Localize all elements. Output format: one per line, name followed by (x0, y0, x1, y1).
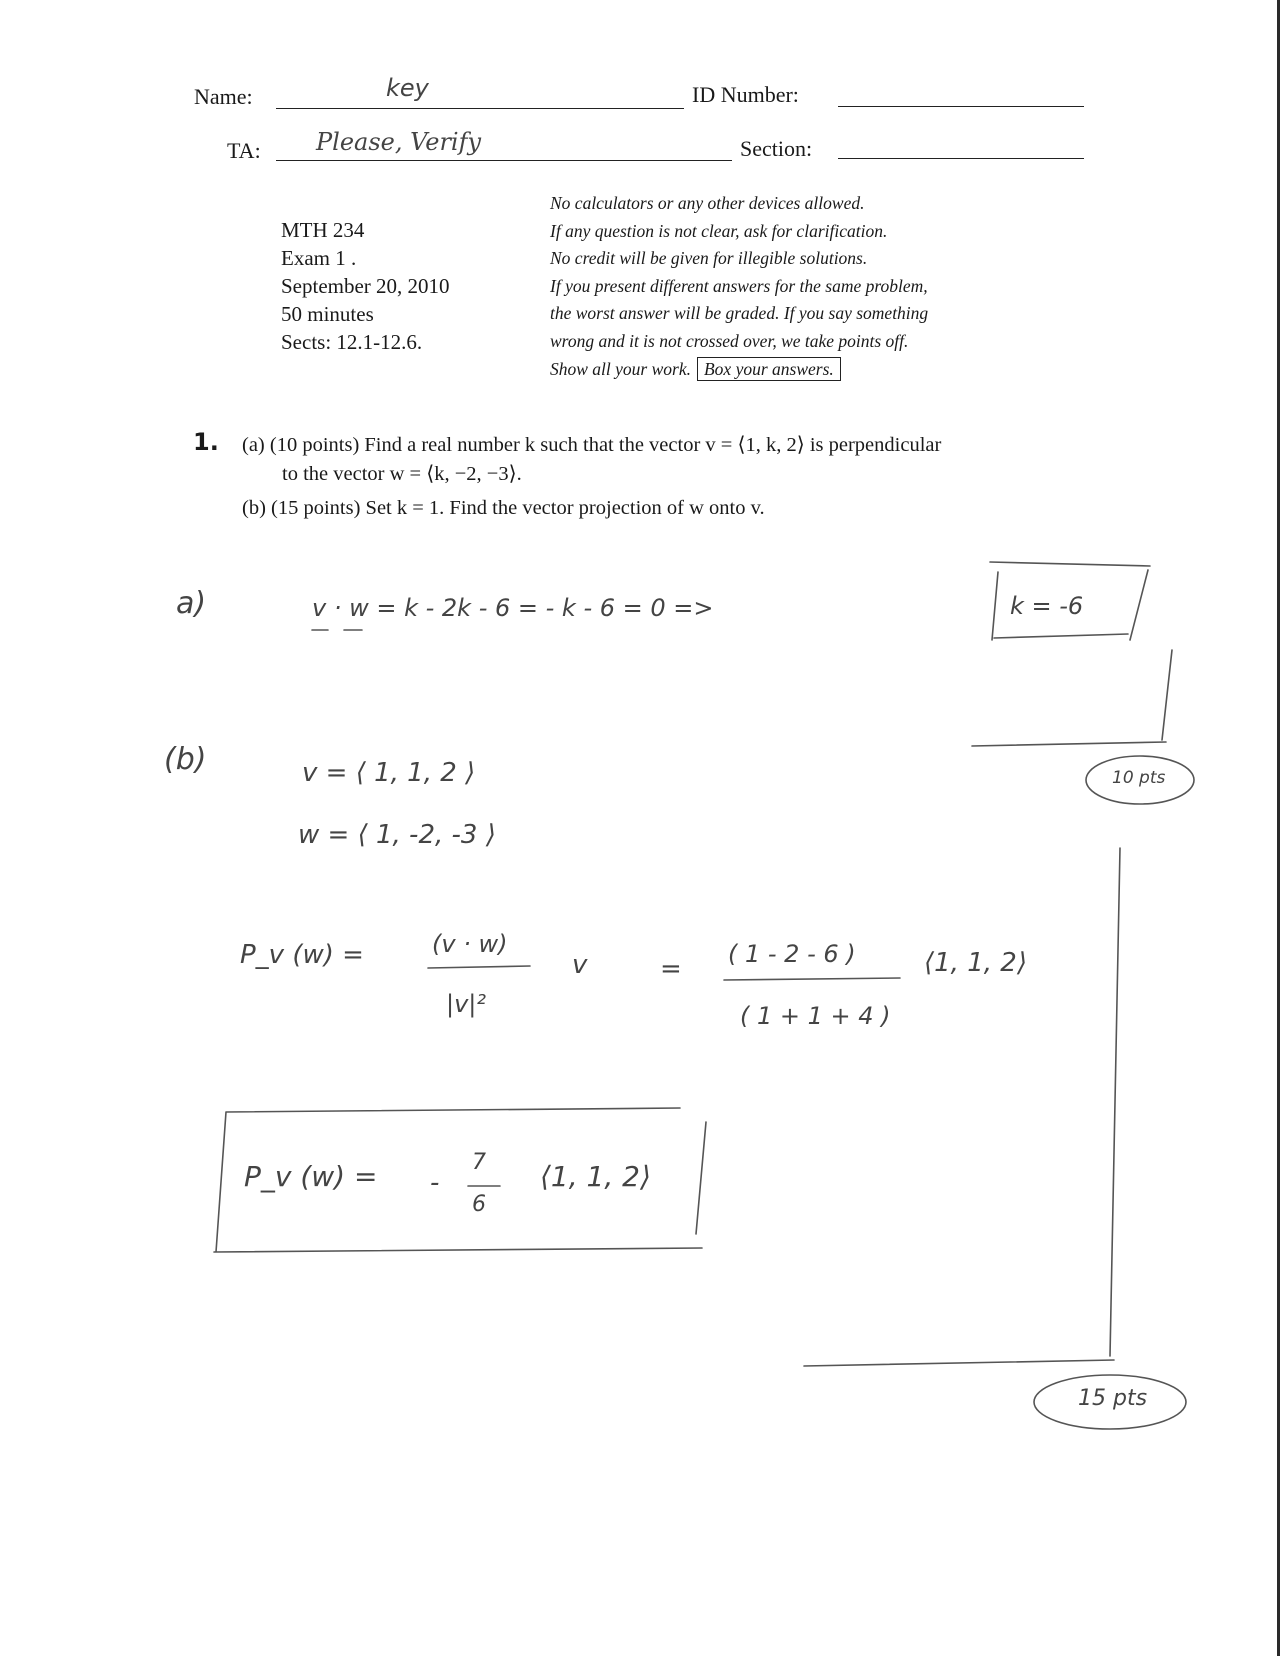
instruction-line: If you present different answers for the same problem, (550, 275, 928, 296)
hw-proj-equals: = (660, 954, 682, 984)
hw-part-a-label: a) (176, 586, 207, 621)
problem-number: 1. (193, 428, 219, 456)
hw-part-b-label: (b) (164, 742, 207, 777)
exam-title: Exam 1 . (281, 246, 357, 270)
section-label: Section: (740, 136, 813, 161)
ta-handwritten: Please, Verify (316, 128, 482, 156)
hw-part-b-points: 15 pts (1078, 1386, 1148, 1411)
final-answer-box (214, 1108, 706, 1252)
hw-final-den: 6 (472, 1192, 486, 1217)
part-b-text: (b) (15 points) Set k = 1. Find the vector projection of w onto v. (242, 497, 765, 519)
part-b-bracket (804, 848, 1120, 1366)
hw-final-minus: - (430, 1168, 440, 1198)
hw-proj-denominator2: ( 1 + 1 + 4 ) (740, 1002, 891, 1030)
instruction-line: wrong and it is not crossed over, we take points off. (550, 330, 909, 351)
hw-proj-v: v (572, 950, 588, 980)
fraction-bar-2 (724, 978, 900, 980)
hw-vector-w: w = ⟨ 1, -2, -3 ⟩ (298, 820, 496, 850)
course-code: MTH 234 (281, 218, 365, 242)
exam-sections: Sects: 12.1-12.6. (281, 330, 423, 354)
answer-a-box (990, 562, 1150, 640)
part-a-line2: to the vector w = ⟨k, −2, −3⟩. (282, 463, 522, 485)
hw-proj-numerator: (v · w) (432, 930, 508, 958)
name-label: Name: (194, 84, 253, 109)
id-number-label: ID Number: (692, 82, 799, 107)
hw-final-vector: ⟨1, 1, 2⟩ (540, 1160, 651, 1193)
instruction-line: No credit will be given for illegible solutions. (550, 248, 868, 269)
instruction-line: If any question is not clear, ask for clarification. (550, 220, 888, 241)
hw-proj-vector: ⟨1, 1, 2⟩ (924, 948, 1027, 978)
hw-proj-numerator2: ( 1 - 2 - 6 ) (728, 940, 856, 968)
show-work-text: Show all your work. (550, 358, 691, 379)
hw-part-a-points: 10 pts (1112, 768, 1166, 788)
part-b-points-oval (1034, 1375, 1186, 1429)
hw-final-lhs: P_v (w) = (244, 1160, 378, 1193)
hw-proj-denominator: |v|² (446, 990, 486, 1018)
hw-final-num: 7 (472, 1150, 486, 1175)
part-a-bracket (972, 650, 1172, 746)
hw-part-a-answer: k = -6 (1010, 592, 1084, 620)
hw-part-a-work: v · w = k - 2k - 6 = - k - 6 = 0 => (312, 594, 714, 622)
fraction-bar-1 (428, 966, 530, 968)
part-a-points-oval (1086, 756, 1194, 804)
name-handwritten: key (386, 74, 429, 102)
instruction-line: No calculators or any other devices allowed. (550, 193, 865, 213)
exam-duration: 50 minutes (281, 302, 374, 326)
box-answers-text: Box your answers. (697, 357, 841, 381)
part-a-line1: (a) (10 points) Find a real number k such that the vector v = ⟨1, k, 2⟩ is perpendicular (242, 434, 942, 456)
exam-date: September 20, 2010 (281, 274, 450, 298)
instruction-line: the worst answer will be graded. If you say something (550, 303, 929, 324)
hw-vector-v: v = ⟨ 1, 1, 2 ⟩ (302, 758, 476, 788)
ta-label: TA: (227, 138, 261, 163)
hw-proj-lhs: P_v (w) = (240, 940, 364, 970)
